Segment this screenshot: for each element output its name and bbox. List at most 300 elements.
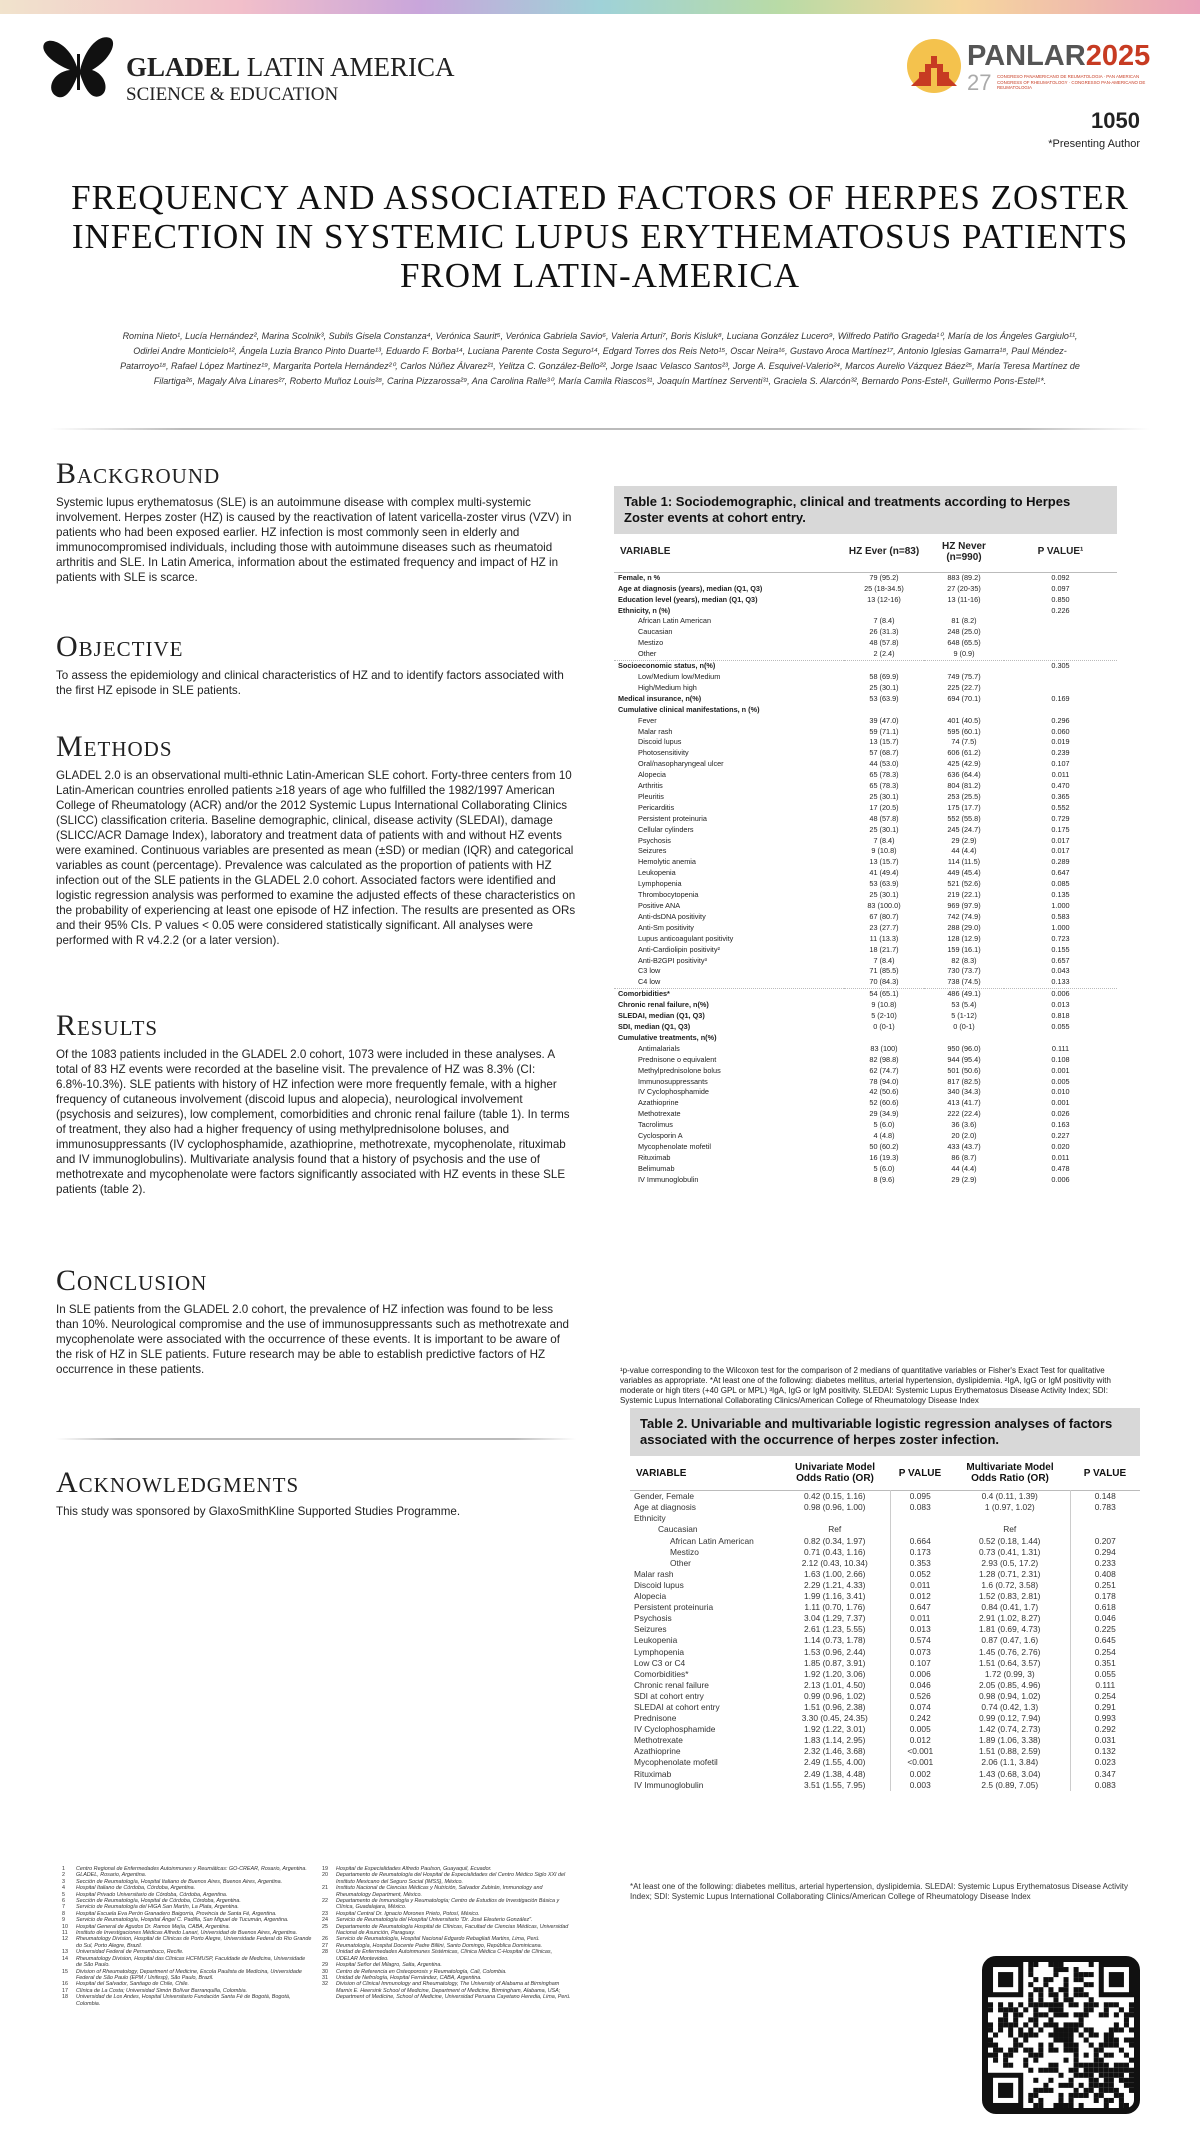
table-row bbox=[630, 1624, 1140, 1635]
cell-value: 65 (78.3) bbox=[869, 781, 899, 791]
cell-value: 5 (1-12) bbox=[951, 1011, 977, 1021]
cell-value: 1.99 (1.16, 3.41) bbox=[804, 1591, 866, 1602]
cell-value: 13 (12-16) bbox=[867, 594, 901, 604]
cell-value: 222 (22.4) bbox=[947, 1109, 981, 1119]
cell-value: 0.002 bbox=[890, 1769, 950, 1780]
cell-value: 0.470 bbox=[1051, 781, 1070, 791]
cell-value: 44 (4.4) bbox=[951, 1163, 977, 1173]
table-row bbox=[614, 649, 1117, 660]
section-heading: Conclusion bbox=[56, 1264, 208, 1297]
cell-value: 1.6 (0.72, 3.58) bbox=[981, 1579, 1039, 1590]
methods-section bbox=[56, 730, 576, 948]
affiliation-number: 2 bbox=[62, 1872, 65, 1879]
cell-value: 288 (29.0) bbox=[947, 922, 981, 932]
affiliation-text: Centro de Referencia en Osteoporosis y Reumatología, Cali, Colombia. bbox=[336, 1968, 507, 1975]
row-label: Low C3 or C4 bbox=[634, 1657, 686, 1668]
section-text: To assess the epidemiology and clinical characteristics of HZ and to identify factors associated with the first HZ episode in SLE patients. bbox=[56, 669, 564, 697]
row-label: Anti-Sm positivity bbox=[638, 922, 694, 932]
cell-value: 0.011 bbox=[890, 1613, 950, 1624]
table-row bbox=[614, 1055, 1117, 1066]
cell-value: 0.017 bbox=[1051, 835, 1070, 845]
cell-value: 2.91 (1.02, 8.27) bbox=[979, 1613, 1041, 1624]
table-row bbox=[614, 705, 1117, 716]
affiliation-number: 32 bbox=[322, 1981, 328, 1988]
butterfly-icon bbox=[40, 34, 120, 106]
affiliation-number: 17 bbox=[62, 1987, 68, 1994]
affiliation-text: Departamento de Reumatología Hospital de Clínicas, Facultad de Ciencias Médicas, Universidad Nacional de Asunción, Paraguay. bbox=[336, 1923, 569, 1937]
table-row bbox=[614, 759, 1117, 770]
cell-value: 2.05 (0.85, 4.96) bbox=[979, 1679, 1041, 1690]
cell-value: 0.71 (0.43, 1.16) bbox=[804, 1546, 866, 1557]
cell-value: 83 (100.0) bbox=[867, 901, 901, 910]
table-row bbox=[614, 945, 1117, 956]
table-row bbox=[630, 1580, 1140, 1591]
table-row bbox=[614, 1098, 1117, 1109]
table-row bbox=[630, 1735, 1140, 1746]
row-label: Leukopenia bbox=[634, 1635, 678, 1646]
table-row bbox=[614, 616, 1117, 627]
cell-value: 58 (69.9) bbox=[869, 671, 899, 681]
table-row bbox=[614, 1175, 1117, 1186]
row-label: Socioeconomic status, n(%) bbox=[618, 661, 716, 671]
cell-value: 0.292 bbox=[1070, 1724, 1140, 1735]
row-label: African Latin American bbox=[670, 1535, 754, 1546]
cell-value: 0.305 bbox=[1051, 661, 1070, 671]
affiliation-item bbox=[62, 1936, 312, 1949]
cell-value: 2.5 (0.89, 7.05) bbox=[981, 1779, 1039, 1790]
cell-value: 0.227 bbox=[1051, 1131, 1070, 1141]
row-label: C4 low bbox=[614, 977, 844, 988]
cell-value: 81 (8.2) bbox=[951, 616, 977, 626]
table-title: Table 1: Sociodemographic, clinical and treatments according to Herpes Zoster events at cohort entry. bbox=[614, 486, 1117, 534]
affiliation-text: Clínica de La Costa; Universidad Simón Bolívar Barranquilla, Colombia. bbox=[76, 1987, 248, 1994]
table-row bbox=[614, 1109, 1117, 1120]
row-label: C3 low bbox=[638, 966, 661, 976]
cell-value: 0.052 bbox=[890, 1569, 950, 1580]
affiliation-number: 11 bbox=[62, 1930, 68, 1937]
cell-value: 0.351 bbox=[1070, 1658, 1140, 1669]
qr-code[interactable] bbox=[982, 1956, 1140, 2114]
table-row bbox=[614, 584, 1117, 595]
affiliation-number: 4 bbox=[62, 1885, 65, 1892]
row-label: Rituximab bbox=[634, 1768, 672, 1779]
row-label: Prednisone o equivalent bbox=[638, 1054, 717, 1064]
cell-value: 39 (47.0) bbox=[869, 715, 899, 725]
table-row bbox=[614, 966, 1117, 977]
cell-value: 0.178 bbox=[1070, 1591, 1140, 1602]
table-2 bbox=[630, 1408, 1140, 1791]
cell-value: 0.003 bbox=[890, 1780, 950, 1791]
cell-value: 29 (2.9) bbox=[951, 1174, 977, 1184]
cell-value: 0.017 bbox=[1051, 846, 1070, 856]
row-label: Persistent proteinuria bbox=[634, 1602, 714, 1613]
org-subtitle: SCIENCE & EDUCATION bbox=[126, 84, 339, 105]
cell-value: 0 (0-1) bbox=[953, 1021, 975, 1031]
cell-value: 0.020 bbox=[1051, 1141, 1070, 1151]
table-row bbox=[630, 1658, 1140, 1669]
cell-value: 53 (63.9) bbox=[869, 879, 899, 889]
cell-value: 1.000 bbox=[1051, 922, 1070, 932]
row-label: Education level (years), median (Q1, Q3) bbox=[618, 594, 758, 604]
column-header: HZ Never (n=990) bbox=[942, 541, 986, 563]
section-heading: Results bbox=[56, 1009, 159, 1042]
cell-value bbox=[1070, 1513, 1140, 1524]
cell-value: 0.155 bbox=[1051, 944, 1070, 954]
cell-value: 738 (74.5) bbox=[924, 977, 1004, 988]
cell-value: 0.239 bbox=[1051, 748, 1070, 758]
cell-value: 23 (27.7) bbox=[869, 922, 899, 932]
table-row bbox=[614, 1011, 1117, 1022]
affiliation-text: Hospital de Especialidades Alfredo Paulson, Guayaquil, Ecuador. bbox=[336, 1866, 492, 1872]
table-row bbox=[614, 737, 1117, 748]
cell-value bbox=[890, 1524, 950, 1535]
cell-value: 0.060 bbox=[1051, 726, 1070, 736]
cell-value bbox=[844, 1033, 924, 1044]
cell-value: 0.647 bbox=[1051, 868, 1070, 878]
cell-value: 0.055 bbox=[1051, 1021, 1070, 1031]
affiliation-number: 6 bbox=[62, 1898, 65, 1905]
section-heading: Objective bbox=[56, 630, 184, 663]
row-label: SLEDAI, median (Q1, Q3) bbox=[618, 1011, 705, 1021]
cell-value: 817 (82.5) bbox=[947, 1076, 981, 1086]
cell-value: 1.72 (0.99, 3) bbox=[984, 1668, 1035, 1679]
affiliation-number: 25 bbox=[322, 1923, 328, 1930]
row-label: Hemolytic anemia bbox=[638, 857, 696, 867]
row-label: Positive ANA bbox=[638, 901, 681, 910]
affiliation-number: 19 bbox=[322, 1866, 328, 1872]
row-label: Seizures bbox=[638, 846, 667, 856]
cell-value: 0.225 bbox=[1070, 1624, 1140, 1635]
table-row bbox=[630, 1647, 1140, 1658]
section-text: This study was sponsored by GlaxoSmithKline Supported Studies Programme. bbox=[56, 1505, 461, 1518]
cell-value: 245 (24.7) bbox=[947, 824, 981, 834]
column-header: VARIABLE bbox=[636, 1467, 687, 1479]
cell-value: 159 (16.1) bbox=[947, 944, 981, 954]
cell-value: 0.005 bbox=[1051, 1076, 1070, 1086]
cell-value: 0.99 (0.96, 1.02) bbox=[804, 1690, 866, 1701]
cell-value: 521 (52.6) bbox=[947, 879, 981, 889]
cell-value: 29 (2.9) bbox=[951, 835, 977, 845]
affiliation-text: Instituto Nacional de Ciencias Médicas y Nutrición, Salvador Zubirán, Immunology and Rheumatology Department, México. bbox=[336, 1885, 543, 1898]
row-label: Azathioprine bbox=[634, 1746, 681, 1757]
affiliation-item bbox=[322, 1949, 572, 1962]
table-row bbox=[630, 1536, 1140, 1547]
cell-value: 3.51 (1.55, 7.95) bbox=[804, 1779, 866, 1790]
table-row bbox=[614, 627, 1117, 638]
cell-value: 0.046 bbox=[1070, 1613, 1140, 1624]
cell-value: 0.083 bbox=[890, 1502, 950, 1513]
cell-value: 636 (64.4) bbox=[947, 770, 981, 780]
cell-value: 59 (71.1) bbox=[869, 726, 899, 736]
affiliation-item bbox=[322, 1924, 572, 1937]
cell-value bbox=[1004, 638, 1117, 649]
affiliation-number: 30 bbox=[322, 1968, 328, 1975]
affiliation-text: Departamento de Inmunología y Reumatología; Centro de Estudios de Investigación Básica y Clínica, Guadalajara, México. bbox=[336, 1898, 560, 1911]
cell-value bbox=[1004, 683, 1117, 694]
cell-value bbox=[844, 606, 924, 617]
cell-value: 694 (70.1) bbox=[947, 693, 981, 703]
gladel-logo bbox=[40, 30, 460, 115]
column-header: P VALUE bbox=[898, 1467, 942, 1479]
cell-value: 44 (4.4) bbox=[951, 846, 977, 856]
acknowledgments-section bbox=[56, 1466, 576, 1519]
cell-value: 7 (8.4) bbox=[873, 955, 895, 965]
section-heading: Acknowledgments bbox=[56, 1466, 300, 1499]
cell-value: 0.98 (0.96, 1.00) bbox=[804, 1502, 866, 1513]
cell-value: 0.850 bbox=[1051, 594, 1070, 604]
cell-value: 175 (17.7) bbox=[947, 802, 981, 812]
cell-value: 0.111 bbox=[1070, 1680, 1140, 1691]
presenting-author-note: *Presenting Author bbox=[1048, 138, 1140, 150]
affiliation-number: 3 bbox=[62, 1878, 65, 1885]
cell-value: 0.365 bbox=[1051, 791, 1070, 801]
org-name-bold: GLADEL bbox=[126, 52, 241, 82]
cell-value: 0.254 bbox=[1070, 1691, 1140, 1702]
cell-value: 25 (30.1) bbox=[869, 890, 899, 900]
row-label: Age at diagnosis bbox=[634, 1502, 696, 1513]
row-label: Caucasian bbox=[638, 627, 673, 637]
row-label: Belimumab bbox=[638, 1163, 675, 1173]
cell-value: 7 (8.4) bbox=[873, 835, 895, 845]
cell-value: 2.93 (0.5, 17.2) bbox=[981, 1557, 1039, 1568]
row-label: Immunosuppressants bbox=[638, 1076, 708, 1086]
row-label: High/Medium high bbox=[638, 682, 697, 692]
cell-value: 78 (94.0) bbox=[869, 1076, 899, 1086]
cell-value: 2.32 (1.46, 3.68) bbox=[804, 1746, 866, 1757]
cell-value: Ref bbox=[828, 1524, 842, 1535]
row-label: Thrombocytopenia bbox=[638, 890, 699, 900]
affiliation-item bbox=[322, 1898, 572, 1911]
cell-value: 0.107 bbox=[890, 1658, 950, 1669]
cell-value: 26 (31.3) bbox=[869, 627, 899, 637]
row-label: Alopecia bbox=[638, 770, 666, 780]
row-label: IV Immunoglobulin bbox=[638, 1174, 699, 1184]
cell-value: 36 (3.6) bbox=[951, 1120, 977, 1130]
cell-value: 0.783 bbox=[1070, 1502, 1140, 1513]
cell-value: 27 (20-35) bbox=[947, 583, 981, 593]
table-row bbox=[614, 1077, 1117, 1088]
cell-value bbox=[1004, 705, 1117, 716]
cell-value: 67 (80.7) bbox=[869, 911, 899, 921]
cell-value: 29 (34.9) bbox=[869, 1109, 899, 1119]
cell-value: 0.242 bbox=[890, 1713, 950, 1724]
affiliation-text: Reumatología, Hospital Docente Padre Billini, Santo Domingo, República Dominicana. bbox=[336, 1942, 543, 1949]
table-row bbox=[614, 1120, 1117, 1131]
table-row bbox=[614, 879, 1117, 890]
cell-value: 0.012 bbox=[890, 1591, 950, 1602]
affiliation-text: Hospital General de Agudos Dr. Ramos Mejía, CABA, Argentina. bbox=[76, 1923, 231, 1930]
affiliation-text: Unidad de Enfermedades Autoinmunes Sistémicas, Clínica Médica C-Hospital de Clínicas, UDELAR Montevideo. bbox=[336, 1949, 553, 1962]
table-row bbox=[614, 901, 1117, 912]
cell-value: 0.723 bbox=[1051, 933, 1070, 943]
cell-value: 0.84 (0.41, 1.7) bbox=[981, 1602, 1039, 1613]
cell-value: 1.51 (0.64, 3.57) bbox=[979, 1657, 1041, 1668]
cell-value: 433 (43.7) bbox=[947, 1141, 981, 1151]
table-row bbox=[614, 1164, 1117, 1175]
table-row bbox=[614, 857, 1117, 868]
row-label: Mestizo bbox=[670, 1546, 699, 1557]
affiliation-number: 9 bbox=[62, 1917, 65, 1924]
cell-value: 0.010 bbox=[1051, 1087, 1070, 1097]
row-label: Fever bbox=[638, 715, 657, 725]
cell-value: 0.073 bbox=[890, 1647, 950, 1658]
affiliation-text: Hospital Italiano de Córdoba, Córdoba, Argentina. bbox=[76, 1885, 196, 1892]
cell-value: 0.478 bbox=[1051, 1163, 1070, 1173]
affiliation-item bbox=[322, 1872, 572, 1885]
cell-value bbox=[844, 661, 924, 672]
row-label: Medical insurance, n(%) bbox=[618, 693, 702, 703]
table-row bbox=[614, 781, 1117, 792]
row-label: Pleuritis bbox=[638, 791, 664, 801]
cell-value: 0.296 bbox=[1051, 715, 1070, 725]
cell-value: 0.001 bbox=[1051, 1065, 1070, 1075]
section-text: Systemic lupus erythematosus (SLE) is an autoimmune disease with complex multi-systemic involvement. Herpes zoster (HZ) is caused by the reactivation of latent varicella-zoster virus (VZV) in patients who had been exposed earlier. HZ infection is most commonly seen in elderly and immunocompromised individuals, including those with autoimmune diseases such as rheumatoid arthritis and SLE. In Latin America, information about the estimated frequency and impact of HZ in patients with SLE is scarce. bbox=[56, 496, 572, 584]
affiliation-number: 5 bbox=[62, 1891, 65, 1898]
row-label: IV Cyclophosphamide bbox=[634, 1724, 716, 1735]
table-row bbox=[614, 1142, 1117, 1153]
cell-value: 44 (53.0) bbox=[869, 759, 899, 769]
affiliation-text: Servicio de Reumatología, Hospital Ángel C. Padilla, San Miguel de Tucumán, Argentina. bbox=[76, 1917, 289, 1924]
cell-value bbox=[1004, 1033, 1117, 1044]
cell-value: 0.645 bbox=[1070, 1635, 1140, 1646]
cell-value: 944 (95.4) bbox=[947, 1054, 981, 1064]
cell-value: 18 (21.7) bbox=[869, 944, 899, 954]
row-label: Cumulative treatments, n(%) bbox=[618, 1032, 717, 1042]
affiliation-item bbox=[322, 1981, 572, 2000]
column-header: VARIABLE bbox=[620, 546, 671, 558]
affiliation-number: 26 bbox=[322, 1936, 328, 1943]
row-label: Psychosis bbox=[638, 835, 671, 845]
cell-value: 501 (50.6) bbox=[947, 1065, 981, 1075]
cell-value: 730 (73.7) bbox=[947, 966, 981, 976]
cell-value: 1.45 (0.76, 2.76) bbox=[979, 1646, 1041, 1657]
cell-value: 425 (42.9) bbox=[947, 759, 981, 769]
affiliation-number: 8 bbox=[62, 1910, 65, 1917]
row-label: Malar rash bbox=[634, 1568, 674, 1579]
cell-value bbox=[950, 1513, 1070, 1524]
row-label: Methotrexate bbox=[634, 1735, 683, 1746]
table-row bbox=[630, 1613, 1140, 1624]
divider bbox=[50, 428, 1150, 430]
cell-value bbox=[924, 661, 1004, 672]
table-row bbox=[630, 1680, 1140, 1691]
cell-value: 11 (13.3) bbox=[869, 933, 899, 943]
cell-value: 340 (34.3) bbox=[947, 1087, 981, 1097]
row-label: Female, n % bbox=[618, 572, 661, 582]
cell-value: 0.006 bbox=[1051, 989, 1070, 999]
row-label: Leukopenia bbox=[638, 868, 676, 878]
panlar-logo bbox=[905, 38, 1155, 98]
section-text: In SLE patients from the GLADEL 2.0 cohort, the prevalence of HZ infection was found to be less than 10%. Neurological compromise and the use of immunosuppressants such as methotrexate and mycophenolate were associated with the occurrence of these events. It is important to be aware of the risk of HZ in SLE patients. Future research may be able to establish predictive factors of HZ occurrence in these patients. bbox=[56, 1303, 569, 1376]
cell-value: 0.013 bbox=[890, 1624, 950, 1635]
cell-value: 1.28 (0.71, 2.31) bbox=[979, 1568, 1041, 1579]
row-label: Seizures bbox=[634, 1624, 667, 1635]
cell-value: 0.023 bbox=[1070, 1757, 1140, 1768]
cell-value: 3.04 (1.29, 7.37) bbox=[804, 1613, 866, 1624]
row-label: Anti-Cardiolipin positivity² bbox=[638, 944, 720, 954]
row-label: Other bbox=[614, 649, 844, 660]
table-row bbox=[630, 1669, 1140, 1680]
affiliation-text: Division of Clinical Immunology and Rheumatology, The University of Alabama at Birmingham Marnix E. Heersink School of Medicine, Department of Medicine, Birmingham, Alabama, USA; Department of Medicine, School of Medicine, Universidad Peruana Cayetano Heredia, Lima, Perú. bbox=[336, 1981, 571, 2001]
cell-value: 648 (65.5) bbox=[947, 638, 981, 648]
cell-value: 0.408 bbox=[1070, 1569, 1140, 1580]
cell-value: 0.011 bbox=[890, 1580, 950, 1591]
table-row bbox=[614, 846, 1117, 857]
row-label: Cellular cylinders bbox=[638, 824, 694, 834]
cell-value: 0.664 bbox=[890, 1536, 950, 1547]
cell-value: 1.51 (0.88, 2.59) bbox=[979, 1746, 1041, 1757]
table-title: Table 2. Univariable and multivariable logistic regression analyses of factors associated with the occurrence of herpes zoster infection. bbox=[630, 1408, 1140, 1456]
affiliation-number: 23 bbox=[322, 1910, 328, 1917]
cell-value: 74 (7.5) bbox=[951, 737, 977, 747]
cell-value: 804 (81.2) bbox=[947, 781, 981, 791]
table-row bbox=[614, 1022, 1117, 1033]
poster-title: FREQUENCY AND ASSOCIATED FACTORS OF HERPES ZOSTER INFECTION IN SYSTEMIC LUPUS ERYTHEMATOSUS PATIENTS FROM LATIN-AMERICA bbox=[71, 178, 1129, 295]
cell-value: 449 (45.4) bbox=[947, 868, 981, 878]
table-1 bbox=[614, 486, 1117, 1186]
cell-value: 253 (25.5) bbox=[947, 791, 981, 801]
congress-tagline: CONGRESO PANAMERICANO DE REUMATOLOGIA · PAN AMERICAN CONGRESS OF RHEUMATOLOGY · CONGRESSO PAN-AMERICANO DE REUMATOLOGIA bbox=[997, 74, 1146, 90]
table-row bbox=[630, 1757, 1140, 1768]
section-heading: Methods bbox=[56, 730, 173, 763]
cell-value: 1.53 (0.96, 2.44) bbox=[804, 1646, 866, 1657]
cell-value: 5 (6.0) bbox=[873, 1120, 895, 1130]
cell-value: 62 (74.7) bbox=[869, 1065, 899, 1075]
cell-value: 8 (9.6) bbox=[873, 1174, 895, 1184]
cell-value: 749 (75.7) bbox=[947, 671, 981, 681]
cell-value: 0.87 (0.47, 1.6) bbox=[981, 1635, 1039, 1646]
table-row bbox=[614, 912, 1117, 923]
cell-value: 0.011 bbox=[1051, 1152, 1070, 1162]
table-row bbox=[630, 1602, 1140, 1613]
affiliation-text: Servicio de Reumatología del HIGA San Martín, La Plata, Argentina. bbox=[76, 1904, 239, 1911]
table-row bbox=[630, 1769, 1140, 1780]
row-label: SDI at cohort entry bbox=[634, 1690, 704, 1701]
affiliation-text: Servicio de Reumatología del Hospital Universitario "Dr. José Eleuterio González". bbox=[336, 1917, 533, 1924]
cell-value: 0.012 bbox=[890, 1735, 950, 1746]
affiliation-number: 24 bbox=[322, 1917, 328, 1924]
cell-value: 0.233 bbox=[1070, 1558, 1140, 1569]
column-header: Multivariate Model Odds Ratio (OR) bbox=[966, 1462, 1054, 1485]
affiliation-text: Sección de Reumatología, Hospital de Córdoba, Córdoba, Argentina. bbox=[76, 1898, 241, 1905]
cell-value: 1.83 (1.14, 2.95) bbox=[804, 1735, 866, 1746]
cell-value: 52 (60.6) bbox=[869, 1098, 899, 1108]
congress-name: PANLAR bbox=[967, 40, 1086, 72]
cell-value: 0.001 bbox=[1051, 1098, 1070, 1108]
cell-value: 950 (96.0) bbox=[947, 1043, 981, 1053]
row-label: Alopecia bbox=[634, 1591, 667, 1602]
poster-id: 1050 bbox=[1091, 108, 1140, 133]
cell-value: 0.583 bbox=[1051, 911, 1070, 921]
cell-value: 13 (15.7) bbox=[869, 737, 899, 747]
cell-value: 86 (8.7) bbox=[951, 1152, 977, 1162]
cell-value: 0.148 bbox=[1070, 1491, 1140, 1503]
row-label: Arthritis bbox=[638, 781, 663, 791]
cell-value: 0.99 (0.12, 7.94) bbox=[979, 1713, 1041, 1724]
affiliation-number: 18 bbox=[62, 1994, 68, 2001]
cell-value bbox=[1004, 649, 1117, 660]
cell-value: 25 (30.1) bbox=[869, 791, 899, 801]
table-row bbox=[630, 1591, 1140, 1602]
table-row bbox=[614, 1066, 1117, 1077]
row-label: Comorbidities* bbox=[634, 1668, 689, 1679]
cell-value: 9 (10.8) bbox=[871, 846, 897, 856]
table-row bbox=[614, 661, 1117, 672]
affiliation-number: 7 bbox=[62, 1904, 65, 1911]
cell-value: 0.251 bbox=[1070, 1580, 1140, 1591]
row-label: SLEDAI at cohort entry bbox=[634, 1701, 720, 1712]
table-row bbox=[614, 989, 1117, 1000]
